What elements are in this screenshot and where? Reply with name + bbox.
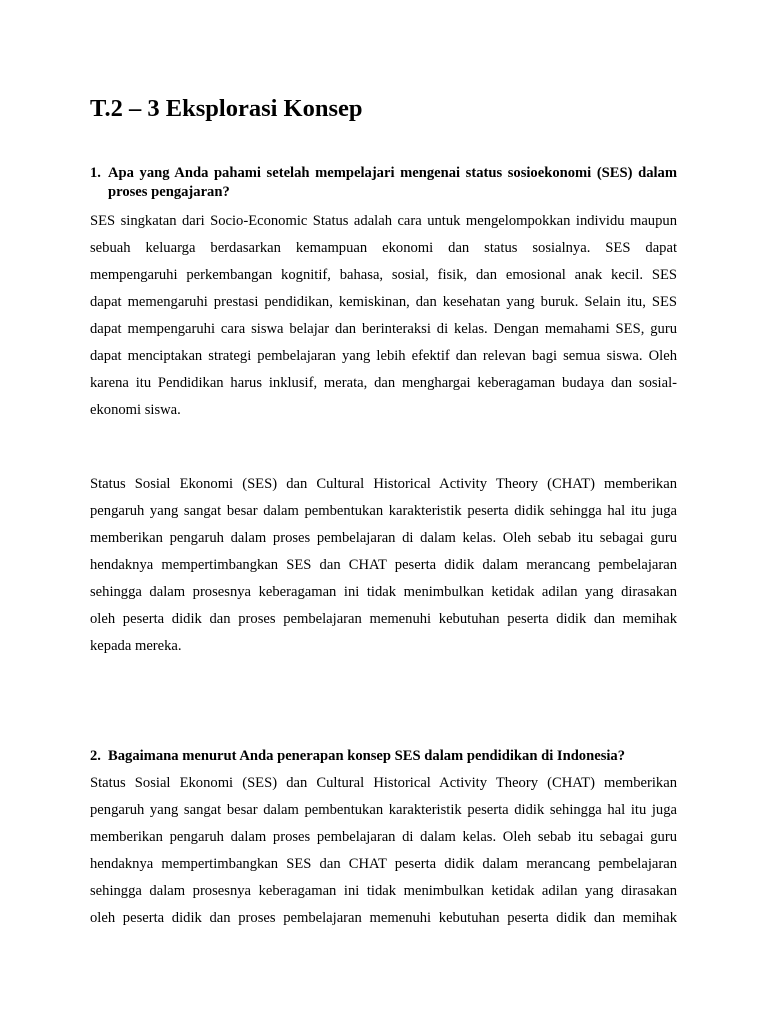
paragraph-line: pengaruh yang sangat besar dalam pembentukan karakteristik peserta didik sehingga hal itu juga (90, 503, 677, 519)
paragraph-line: hendaknya mempertimbangkan SES dan CHAT peserta didik dalam merancang pembelajaran (90, 557, 677, 573)
paragraph-line: memberikan pengaruh dalam proses pembelajaran di dalam kelas. Oleh sebab itu sebagai guru (90, 530, 677, 546)
paragraph-line: dapat memengaruhi prestasi pendidikan, kemiskinan, dan kesehatan yang buruk. Selain itu, SES (90, 294, 677, 310)
paragraph-line: oleh peserta didik dan proses pembelajaran memenuhi kebutuhan peserta didik dan memihak (90, 910, 677, 926)
document-title: T.2 – 3 Eksplorasi Konsep (90, 95, 363, 122)
paragraph-line: Status Sosial Ekonomi (SES) dan Cultural Historical Activity Theory (CHAT) memberikan (90, 476, 677, 492)
paragraph-line: oleh peserta didik dan proses pembelajaran memenuhi kebutuhan peserta didik dan memihak (90, 611, 677, 627)
paragraph-line: sebuah keluarga berdasarkan kemampuan ekonomi dan status sosialnya. SES dapat (90, 240, 677, 256)
question-1-answer-paragraph-1 (90, 208, 677, 424)
paragraph-line: karena itu Pendidikan harus inklusif, merata, dan menghargai keberagaman budaya dan sosial- (90, 375, 677, 391)
paragraph-line: sehingga dalam prosesnya keberagaman ini tidak menimbulkan ketidak adilan yang dirasakan (90, 584, 677, 600)
paragraph-line: mempengaruhi perkembangan kognitif, bahasa, sosial, fisik, dan emosional anak kecil. SES (90, 267, 677, 283)
paragraph-line: memberikan pengaruh dalam proses pembelajaran di dalam kelas. Oleh sebab itu sebagai guru (90, 829, 677, 845)
paragraph-line: dapat mempengaruhi cara siswa belajar dan berinteraksi di kelas. Dengan memahami SES, guru (90, 321, 677, 337)
question-2-number: 2. (90, 748, 101, 764)
paragraph-line: sehingga dalam prosesnya keberagaman ini tidak menimbulkan ketidak adilan yang dirasakan (90, 883, 677, 899)
question-1-text: Apa yang Anda pahami setelah mempelajari mengenai status sosioekonomi (SES) dalam proses pengajaran? (108, 165, 677, 200)
paragraph-line: pengaruh yang sangat besar dalam pembentukan karakteristik peserta didik sehingga hal itu juga (90, 802, 677, 818)
question-1-answer-paragraph-2 (90, 471, 677, 660)
paragraph-line: dapat menciptakan strategi pembelajaran yang lebih efektif dan relevan bagi semua siswa. Oleh (90, 348, 677, 364)
paragraph-line: ekonomi siswa. (90, 402, 181, 418)
question-1-number: 1. (90, 165, 101, 181)
question-1 (90, 164, 677, 202)
paragraph-line: hendaknya mempertimbangkan SES dan CHAT peserta didik dalam merancang pembelajaran (90, 856, 677, 872)
paragraph-line: SES singkatan dari Socio-Economic Status adalah cara untuk mengelompokkan individu maupun (90, 213, 677, 229)
paragraph-line: Status Sosial Ekonomi (SES) dan Cultural Historical Activity Theory (CHAT) memberikan (90, 775, 677, 791)
question-2-answer-paragraph-1 (90, 770, 677, 932)
question-2-text: Bagaimana menurut Anda penerapan konsep SES dalam pendidikan di Indonesia? (108, 748, 626, 764)
paragraph-line: kepada mereka. (90, 638, 182, 654)
question-2 (90, 747, 677, 766)
